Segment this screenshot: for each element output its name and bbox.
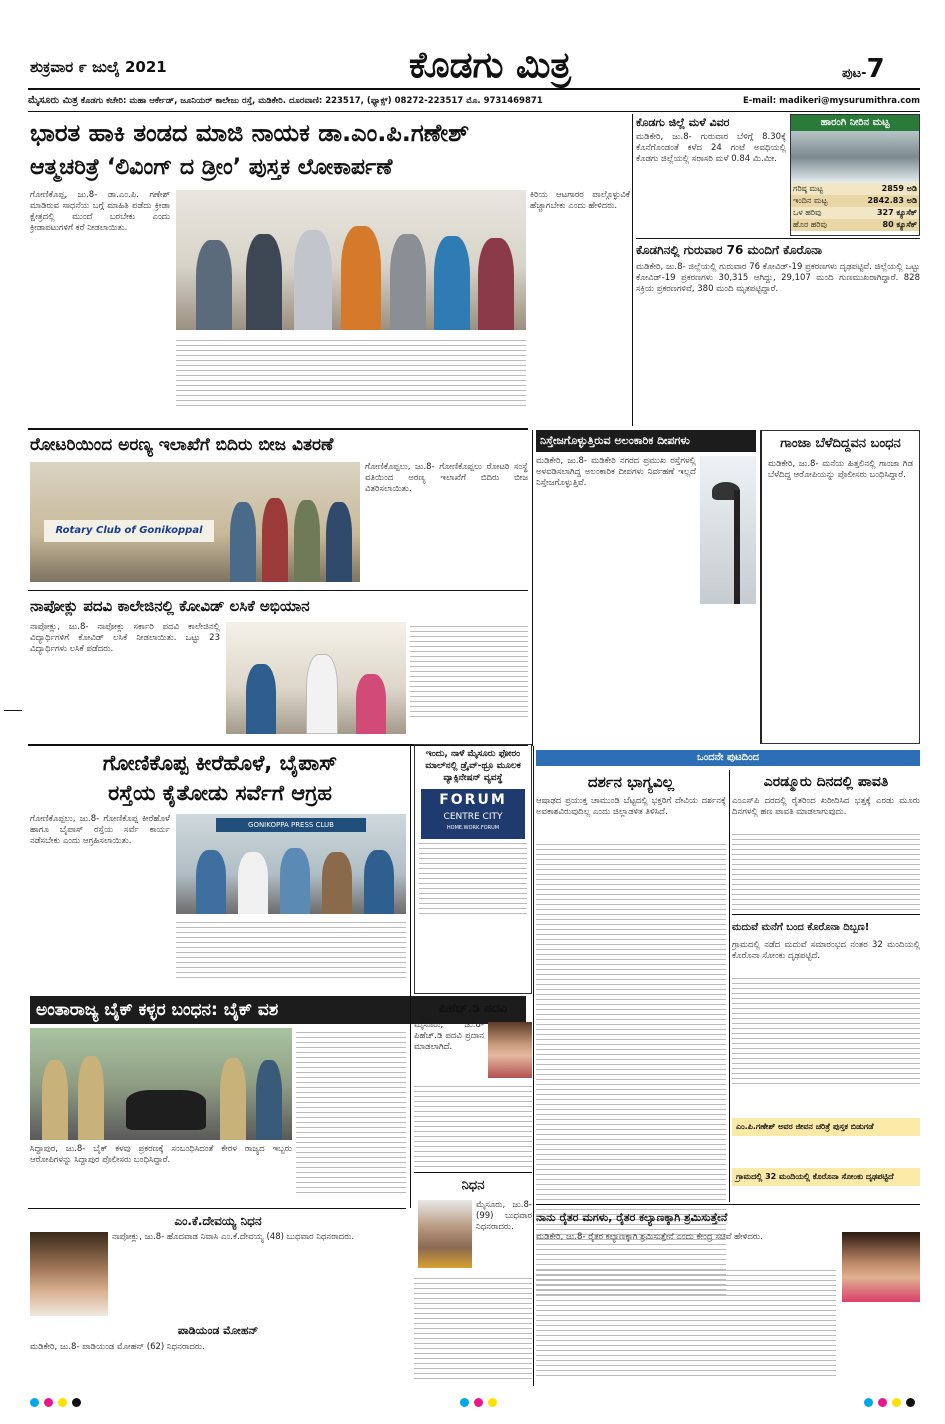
column-rule	[632, 114, 633, 426]
farmer-text-lines	[536, 1266, 836, 1378]
registration-dot	[892, 1398, 901, 1407]
rotary-banner: Rotary Club of Gonikoppal	[44, 520, 214, 542]
person-figure	[238, 852, 268, 914]
bike-headline: ಅಂತಾರಾಜ್ಯ ಬೈಕ್ ಕಳ್ಳರ ಬಂಧನ: ಬೈಕ್ ವಶ	[30, 996, 526, 1024]
two-days-body: ಎಂಎಸ್‌ಪಿ ದರದಲ್ಲಿ ರೈತರಿಂದ ಖರೀದಿಸಿದ ಭತ್ತಕ್ಕೆ ಎರಡು ಮೂರು ದಿನಗಳಲ್ಲಿ ಹಣ ಪಾವತಿ ಮಾಡಲಾಗುವುದು.	[732, 796, 920, 817]
corona-headline: ಕೊಡಗಿನಲ್ಲಿ ಗುರುವಾರ 76 ಮಂದಿಗೆ ಕೊರೊನಾ	[636, 243, 823, 257]
rotary-body: ಗೋಣಿಕೊಪ್ಪಲು, ಜು.8- ಗೋಣಿಕೊಪ್ಪಲು ರೋಟರಿ ಸಂಸ್ಥೆ ವತಿಯಿಂದ ಅರಣ್ಯ ಇಲಾಖೆಗೆ ಬಿದಿರು ಬೀಜ ವಿತರಿಸಲಾಯಿತು.	[365, 462, 528, 494]
person-figure	[341, 226, 381, 330]
corona-body: ಮಡಿಕೇರಿ, ಜು.8- ಜಿಲ್ಲೆಯಲ್ಲಿ ಗುರುವಾರ 76 ಕೋವಿಡ್-19 ಪ್ರಕರಣಗಳು ದೃಢಪಟ್ಟಿವೆ. ಜಿಲ್ಲೆಯಲ್ಲಿ ಒಟ್ಟು ಕೋವಿಡ್-19 ಪ್ರಕರಣಗಳು 30,315 ಆಗಿದ್ದು, 29,107 ಮಂದಿ ಗುಣಮುಖರಾಗಿದ್ದಾರೆ. 828 ಸಕ್ರಿಯ ಪ್ರಕರಣಗಳಿವೆ, 380 ಮಂದಿ ಮೃತಪಟ್ಟಿದ್ದಾರೆ.	[636, 262, 920, 294]
masthead-rule-2	[28, 111, 920, 112]
lead-text-lines	[176, 336, 526, 424]
lead-headline-1: ಭಾರತ ಹಾಕಿ ತಂಡದ ಮಾಜಿ ನಾಯಕ ಡಾ.ಎಂ.ಪಿ.ಗಣೇಶ್	[30, 119, 470, 147]
person-figure	[256, 1060, 282, 1140]
two-days-text-lines	[732, 830, 920, 914]
bike-text-lines	[296, 1028, 406, 1200]
vaccine-headline: ನಾಪೋಕ್ಲು ಪದವಿ ಕಾಲೇಜಿನಲ್ಲಿ ಕೋವಿಡ್ ಲಸಿಕೆ ಅಭಿಯಾನ	[30, 597, 310, 615]
person-figure	[196, 850, 226, 914]
person-figure	[262, 498, 288, 582]
person-figure	[246, 664, 276, 734]
obit-2-headline: ಪಾಡಿಯಂಡ ಮೋಹನ್	[177, 1324, 259, 1337]
section-banner: ಒಂದನೇ ಪುಟದಿಂದ	[536, 750, 920, 766]
masthead-title: ಕೊಡಗು ಮಿತ್ರ	[408, 44, 571, 86]
forum-logo-mid: CENTRE CITY	[443, 812, 503, 822]
dam-value: 2859 ಅಡಿ	[881, 184, 917, 193]
divider	[28, 428, 528, 430]
column-rule	[532, 430, 533, 746]
farmer-body: ಮಡಿಕೇರಿ, ಜು.8- ರೈತರ ಕಲ್ಯಾಣಕ್ಕಾಗಿ ಶ್ರಮಿಸುತ್ತೇನೆ ಎಂದು ಕೇಂದ್ರ ಸಚಿವೆ ಹೇಳಿದರು.	[536, 1232, 763, 1242]
notice-2: ಗ್ರಾಮದಲ್ಲಿ 32 ಮಂದಿಯಲ್ಲಿ ಕೊರೊನಾ ಸೋಂಕು ದೃಢಪಟ್ಟಿದೆ	[732, 1168, 920, 1186]
person-figure	[322, 852, 352, 914]
lamps-headline: ನಿಸ್ತೇಜಗೊಳ್ಳುತ್ತಿರುವ ಅಲಂಕಾರಿಕ ದೀಪಗಳು	[536, 430, 756, 452]
divider	[732, 914, 920, 915]
vaccine-photo	[226, 622, 406, 734]
dam-label: ಇಂದಿನ ಮಟ್ಟ	[793, 196, 828, 205]
vaccine-body: ನಾಪೋಕ್ಲು, ಜು.8- ನಾಪೋಕ್ಲು ಸರ್ಕಾರಿ ಪದವಿ ಕಾಲೇಜಿನಲ್ಲಿ ವಿದ್ಯಾರ್ಥಿಗಳಿಗೆ ಕೋವಿಡ್ ಲಸಿಕೆ ನೀಡಲಾಯಿತು. ಒಟ್ಟು 23 ವಿದ್ಯಾರ್ಥಿಗಳು ಲಸಿಕೆ ಪಡೆದರು.	[30, 622, 220, 654]
forum-logo	[421, 789, 525, 839]
registration-dot	[58, 1398, 67, 1407]
bike-icon	[126, 1090, 206, 1130]
obit-1-headline: ಎಂ.ಕೆ.ದೇವಯ್ಯ ನಿಧನ	[174, 1214, 262, 1228]
forum-text-lines	[415, 843, 531, 914]
registration-dot	[474, 1398, 483, 1407]
survey-headline-2: ರಸ್ತೆಯ ಕೈತೋಡು ಸರ್ವೆಗೆ ಆಗ್ರಹ	[108, 781, 332, 805]
obit-3-portrait	[418, 1200, 472, 1268]
vaccine-body-2	[410, 622, 528, 740]
person-figure	[364, 850, 394, 914]
farmer-portrait	[842, 1232, 920, 1302]
registration-dot	[488, 1398, 497, 1407]
wedding-headline: ಮದುವೆ ಮನೆಗೆ ಬಂದ ಕೊರೊನಾ ದಿಬ್ಬಣ!	[732, 922, 870, 933]
phd-portrait	[488, 1022, 532, 1078]
page-num: 7	[866, 54, 885, 84]
lamps-body: ಮಡಿಕೇರಿ, ಜು.8- ಮಡಿಕೇರಿ ನಗರದ ಪ್ರಮುಖ ರಸ್ತೆಗಳಲ್ಲಿ ಅಳವಡಿಸಲಾಗಿದ್ದ ಅಲಂಕಾರಿಕ ದೀಪಗಳು ನಿರ್ವಹಣೆ ಇಲ್ಲದೆ ನಿಸ್ತೇಜಗೊಳ್ಳುತ್ತಿವೆ.	[536, 456, 696, 488]
obit-2-body: ಮಡಿಕೇರಿ, ಜು.8- ಪಾಡಿಯಂಡ ಮೋಹನ್ (62) ನಿಧನರಾದರು.	[30, 1342, 205, 1352]
forum-logo-top: FORUM	[439, 792, 507, 808]
person-figure	[246, 234, 282, 330]
page-number	[842, 54, 922, 88]
lamp-photo	[700, 456, 756, 604]
phd-body: ಮೈಸೂರು, ಜು.8- ಪಿಹೆಚ್.ಡಿ ಪದವಿ ಪ್ರದಾನ ಮಾಡಲಾಗಿದೆ.	[414, 1020, 484, 1052]
dam-row	[791, 195, 919, 207]
column-rule	[729, 770, 730, 1202]
obit-3-text-lines	[414, 1274, 532, 1382]
darshan-headline: ದರ್ಶನ ಭಾಗ್ಯವಿಲ್ಲ	[587, 773, 675, 791]
dam-row	[791, 219, 919, 231]
forum-logo-bot: HOME.WORK.FORUM	[446, 825, 500, 831]
registration-dot	[864, 1398, 873, 1407]
lead-body-left: ಗೋಣಿಕೊಪ್ಪ, ಜು.8- ಡಾ.ಎಂ.ಪಿ. ಗಣೇಶ್ ಮಾಡಿರುವ ಸಾಧನೆಯ ಬಗ್ಗೆ ಮಾಹಿತಿ ಪಡೆದು ಕ್ರೀಡಾ ಕ್ಷೇತ್ರದಲ್ಲಿ ಮುಂದೆ ಬರಬೇಕು ಎಂದು ಕ್ರೀಡಾಪಟುಗಳಿಗೆ ಕರೆ ನೀಡಲಾಯಿತು.	[30, 190, 170, 233]
forum-headline: ಇಂದು, ನಾಳೆ ಮೈಸೂರು ಫೋರಂ ಮಾಲ್‌ನಲ್ಲಿ ಡ್ರೈವ್-ಥ್ರೂ ಮೂಲಕ ವ್ಯಾಕ್ಸಿನೇಷನ್ ವ್ಯವಸ್ಥೆ	[425, 749, 521, 783]
registration-dot	[906, 1398, 915, 1407]
dam-box	[790, 114, 920, 236]
farmer-headline: ನಾನು ರೈತರ ಮಗಳು, ರೈತರ ಕಲ್ಯಾಣಕ್ಕಾಗಿ ಶ್ರಮಿಸುತ್ತೇನೆ	[536, 1211, 728, 1224]
survey-photo	[176, 814, 406, 914]
person-figure	[434, 236, 470, 330]
contact-brand: ಮೈಸೂರು ಮಿತ್ರ	[28, 95, 78, 106]
two-days-headline: ಎರಡ್ಮೂರು ದಿನದಲ್ಲಿ ಪಾವತಿ	[763, 774, 889, 790]
dam-row	[791, 207, 919, 219]
divider	[636, 238, 920, 239]
survey-body: ಗೋಣಿಕೊಪ್ಪಲು, ಜು.8- ಗೋಣಿಕೊಪ್ಪ ಕೀರೆಹೊಳೆ ಹಾಗೂ ಬೈಪಾಸ್ ರಸ್ತೆಯ ಸರ್ವೆ ಕಾರ್ಯ ನಡೆಸಬೇಕು ಎಂದು ಆಗ್ರಹಿಸಲಾಯಿತು.	[30, 814, 170, 846]
lead-body-right: ಕಿರಿಯ ಆಟಗಾರರ ಪಾಲ್ಗೊಳ್ಳುವಿಕೆ ಹೆಚ್ಚಾಗಬೇಕು ಎಂದು ಹೇಳಿದರು.	[530, 190, 630, 211]
survey-headline-1: ಗೋಣಿಕೊಪ್ಪ ಕೀರೆಹೊಳೆ, ಬೈಪಾಸ್	[102, 751, 338, 775]
person-figure	[42, 1060, 68, 1140]
person-figure	[220, 1058, 246, 1140]
wedding-text-lines	[732, 974, 920, 1090]
registration-dot	[460, 1398, 469, 1407]
dam-value: 80 ಕ್ಯೂಸೆಕ್	[882, 220, 917, 229]
contact-line: ಕೊಡಗು ಕಚೇರಿ: ಮಹಾ ಆರ್ಕೇಡ್, ಜೂನಿಯರ್ ಕಾಲೇಜು ರಸ್ತೆ, ಮಡಿಕೇರಿ. ದೂರವಾಣಿ: 223517, (ಫ್ಯಾಕ್ಸ್) 08272-223517 ಮೊ. 9731469871	[80, 96, 543, 106]
person-figure	[356, 674, 386, 734]
notice-1: ಎಂ.ಪಿ.ಗಣೇಶ್ ಅವರ ಜೀವನ ಚರಿತ್ರೆ ಪುಸ್ತಕ ಬಿಡುಗಡೆ	[732, 1118, 920, 1136]
darshan-body: ಆಷಾಢದ ಪ್ರಯುಕ್ತ ಚಾಮುಂಡಿ ಬೆಟ್ಟದಲ್ಲಿ ಭಕ್ತರಿಗೆ ದೇವಿಯ ದರ್ಶನಕ್ಕೆ ಅವಕಾಶವಿರುವುದಿಲ್ಲ ಎಂದು ಜಿಲ್ಲಾಡಳಿತ ತಿಳಿಸಿದೆ.	[536, 796, 726, 817]
rotary-photo	[30, 462, 360, 582]
lamp-pole	[734, 490, 740, 604]
lead-headline-2: ಆತ್ಮಚರಿತ್ರೆ ‘ಲಿವಿಂಗ್ ದ ಡ್ರೀಂ’ ಪುಸ್ತಕ ಲೋಕಾರ್ಪಣೆ	[30, 155, 393, 180]
person-figure	[196, 240, 232, 330]
dam-photo	[791, 131, 919, 183]
registration-dot	[44, 1398, 53, 1407]
ganja-box	[760, 430, 920, 744]
phd-headline: ಪಿಹೆಚ್.ಡಿ ಪದವಿ	[438, 1001, 508, 1015]
survey-text-lines	[176, 918, 406, 992]
obit-1-body: ನಾಪೋಕ್ಲು, ಜು.8- ಹೊದವಾಡ ನಿವಾಸಿ ಎಂ.ಕೆ.ದೇವಯ್ಯ (48) ಬುಧವಾರ ನಿಧನರಾದರು.	[112, 1232, 355, 1242]
masthead-rule	[28, 88, 920, 90]
contact-email: E-mail: madikeri@mysurumithra.com	[737, 93, 920, 109]
dam-label: ಗರಿಷ್ಠ ಮಟ್ಟ	[793, 184, 823, 193]
survey-banner: GONIKOPPA PRESS CLUB	[216, 818, 366, 832]
ganja-headline: ಗಾಂಜಾ ಬೆಳೆದಿದ್ದವನ ಬಂಧನ	[780, 436, 901, 451]
registration-dot	[878, 1398, 887, 1407]
obit-3-headline: ನಿಧನ	[461, 1178, 485, 1193]
divider	[414, 1172, 532, 1173]
ganja-body: ಮಡಿಕೇರಿ, ಜು.8- ಮನೆಯ ಹಿತ್ತಲಿನಲ್ಲಿ ಗಾಂಜಾ ಗಿಡ ಬೆಳೆದಿದ್ದ ಆರೋಪಿಯನ್ನು ಪೊಲೀಸರು ಬಂಧಿಸಿದ್ದಾರೆ.	[768, 459, 913, 480]
person-figure	[390, 234, 426, 330]
divider	[28, 590, 528, 591]
phd-text-lines	[414, 1082, 532, 1168]
person-figure	[306, 654, 338, 734]
person-figure	[478, 238, 514, 330]
person-figure	[294, 230, 332, 330]
registration-dot	[30, 1398, 39, 1407]
bike-body: ಸಿದ್ದಾಪುರ, ಜು.8- ಬೈಕ್ ಕಳವು ಪ್ರಕರಣಕ್ಕೆ ಸಂಬಂಧಿಸಿದಂತೆ ಕೇರಳ ರಾಜ್ಯದ ಇಬ್ಬರು ಆರೋಪಿಗಳನ್ನು ಸಿದ್ದಾಪುರ ಪೊಲೀಸರು ಬಂಧಿಸಿದ್ದಾರೆ.	[30, 1144, 292, 1165]
rotary-headline: ರೋಟರಿಯಿಂದ ಅರಣ್ಯ ಇಲಾಖೆಗೆ ಬಿದಿರು ಬೀಜ ವಿತರಣೆ	[30, 435, 334, 455]
person-figure	[280, 848, 310, 914]
margin-mark	[4, 710, 22, 711]
column-rule	[533, 746, 534, 1386]
rain-body: ಮಡಿಕೇರಿ, ಜು.8- ಗುರುವಾರ ಬೆಳಿಗ್ಗೆ 8.30ಕ್ಕೆ ಕೊನೆಗೊಂಡಂತೆ ಕಳೆದ 24 ಗಂಟೆ ಅವಧಿಯಲ್ಲಿ ಕೊಡಗು ಜಿಲ್ಲೆಯಲ್ಲಿ ಸರಾಸರಿ ಮಳೆ 0.84 ಮಿ.ಮೀ.	[636, 132, 786, 164]
wedding-body: ಗ್ರಾಮದಲ್ಲಿ ನಡೆದ ಮದುವೆ ಸಮಾರಂಭದ ನಂತರ 32 ಮಂದಿಯಲ್ಲಿ ಕೊರೊನಾ ಸೋಂಕು ದೃಢಪಟ್ಟಿದೆ.	[732, 940, 920, 961]
divider	[28, 1208, 406, 1209]
rain-headline: ಕೊಡಗು ಜಿಲ್ಲೆ ಮಳೆ ವಿವರ	[636, 116, 730, 129]
column-rule	[410, 746, 411, 1208]
lead-photo	[176, 190, 526, 330]
dam-headline: ಹಾರಂಗಿ ನೀರಿನ ಮಟ್ಟ	[791, 115, 919, 131]
registration-dot	[72, 1398, 81, 1407]
contact-strip	[28, 93, 920, 109]
dam-value: 327 ಕ್ಯೂಸೆಕ್	[876, 208, 917, 217]
dam-row	[791, 183, 919, 195]
masthead-date: ಶುಕ್ರವಾರ ೯ ಜುಲೈ 2021	[30, 58, 167, 76]
divider	[536, 1204, 920, 1205]
person-figure	[230, 502, 256, 582]
dam-label: ಹೊರ ಹರಿವು	[793, 220, 828, 229]
person-figure	[326, 502, 352, 582]
page-label: ಪುಟ-	[842, 66, 867, 81]
person-figure	[294, 500, 320, 582]
person-figure	[78, 1056, 104, 1140]
dam-value: 2842.83 ಅಡಿ	[867, 196, 917, 205]
bike-photo	[30, 1028, 292, 1140]
vaccine-text-lines	[410, 626, 528, 717]
obit-1-portrait	[30, 1232, 108, 1316]
forum-box	[414, 744, 532, 994]
dam-label: ಒಳ ಹರಿವು	[793, 208, 822, 217]
obit-3-body: ಮೈಸೂರು, ಜು.8- (99) ಬುಧವಾರ ನಿಧನರಾದರು.	[476, 1200, 532, 1232]
